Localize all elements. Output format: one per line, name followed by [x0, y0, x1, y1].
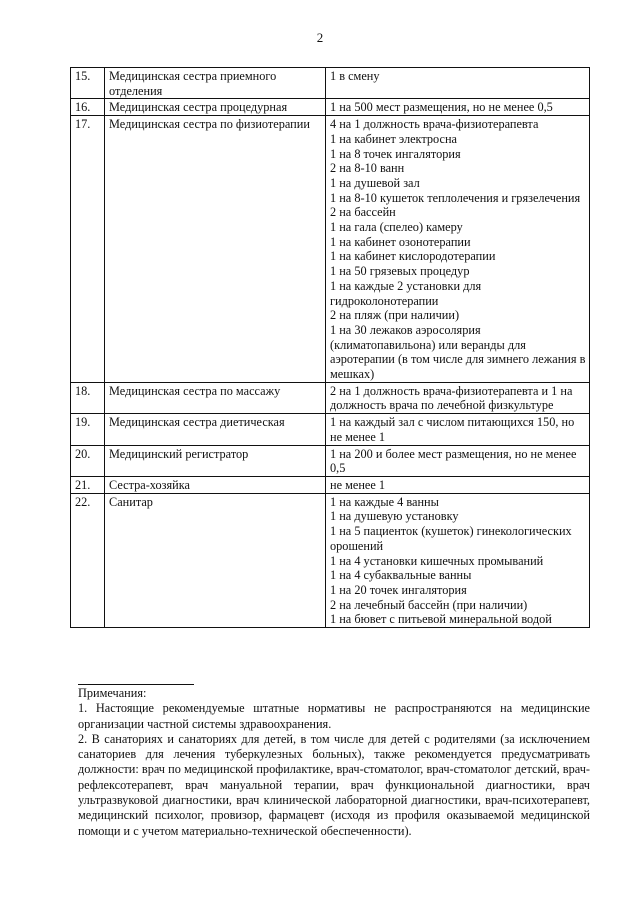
staffing-norm-line: 1 на 50 грязевых процедур: [330, 264, 470, 279]
footnote-divider: [78, 684, 194, 685]
staffing-norm-line: 1 на каждые 2 установки для гидроколонотерапии: [330, 278, 482, 308]
row-number: 18.: [71, 382, 105, 413]
position-name: Медицинская сестра диетическая: [105, 414, 326, 445]
row-number: 16.: [71, 99, 105, 116]
staffing-norm-line: 1 на кабинет кислородотерапии: [330, 249, 496, 264]
staffing-norm-line: 1 на каждые 4 ванны: [330, 494, 439, 509]
staffing-norm-line: 1 на 4 установки кишечных промываний: [330, 553, 544, 568]
staffing-norm-line: 1 на 30 лежаков аэросолярия (климатопавильона) или веранды для аэротерапии (в том числе для зимнего лежания в мешках): [330, 322, 586, 382]
row-number: 21.: [71, 476, 105, 493]
position-name: Медицинская сестра приемного отделения: [105, 68, 326, 99]
staffing-norm-line: 2 на 8-10 ванн: [330, 161, 405, 176]
notes-title: Примечания:: [78, 686, 147, 700]
page-number: 2: [316, 30, 324, 45]
position-name: Сестра-хозяйка: [105, 476, 326, 493]
staffing-norm-line: 1 на 500 мест размещения, но не менее 0,5: [330, 100, 553, 115]
staffing-norm-line: 2 на бассейн: [330, 205, 396, 220]
note-item: 1. Настоящие рекомендуемые штатные нормативы не распространяются на медицинские организации частной системы здравоохранения.: [78, 701, 590, 731]
notes-section: [78, 686, 590, 839]
staffing-norm-cell: [326, 445, 590, 476]
staffing-norm-cell: [326, 116, 590, 383]
staffing-norm-line: 1 на гала (спелео) камеру: [330, 220, 463, 235]
row-number: 17.: [71, 116, 105, 383]
staffing-norm-line: 1 на душевой зал: [330, 175, 420, 190]
position-name: Медицинский регистратор: [105, 445, 326, 476]
staffing-norm-line: 1 на бювет с питьевой минеральной водой: [330, 612, 552, 627]
staffing-norm-line: 2 на лечебный бассейн (при наличии): [330, 597, 528, 612]
staffing-norm-cell: [326, 99, 590, 116]
staffing-norm-line: 2 на 1 должность врача-физиотерапевта и 1 на должность врача по лечебной физкультуре: [330, 383, 573, 413]
staffing-norm-cell: [326, 493, 590, 627]
staffing-norm-line: 1 на 8 точек ингалятория: [330, 146, 461, 161]
table-row: [71, 414, 590, 445]
staffing-table-body: [71, 68, 590, 628]
table-row: [71, 493, 590, 627]
position-name: Медицинская сестра по физиотерапии: [105, 116, 326, 383]
staffing-norm-cell: [326, 68, 590, 99]
table-row: [71, 382, 590, 413]
position-name: Санитар: [105, 493, 326, 627]
staffing-norm-line: 2 на пляж (при наличии): [330, 308, 460, 323]
table-row: [71, 99, 590, 116]
table-row: [71, 445, 590, 476]
table-row: [71, 68, 590, 99]
staffing-table: [70, 67, 590, 628]
position-name: Медицинская сестра по массажу: [105, 382, 326, 413]
row-number: 20.: [71, 445, 105, 476]
staffing-norm-line: 1 на 4 субаквальные ванны: [330, 568, 472, 583]
note-item: 2. В санаториях и санаториях для детей, в том числе для детей с родителями (за исключением санаториев для лечения туберкулезных больных), также рекомендуется предусматривать должности: врач по медицинской профилактике, врач-стоматолог, врач-стоматолог детский, врач-рефлексотерапевт, врач мануальной терапии, врач функциональной диагностики, врач ультразвуковой диагностики, врач клинической лабораторной диагностики, врач-психотерапевт, медицинский психолог, провизор, фармацевт (исходя из профиля оказываемой медицинской помощи и с учетом материально-технической обеспеченности).: [78, 731, 590, 838]
staffing-norm-line: 1 на душевую установку: [330, 509, 459, 524]
staffing-norm-line: 4 на 1 должность врача-физиотерапевта: [330, 117, 539, 132]
staffing-norm-cell: [326, 476, 590, 493]
staffing-norm-cell: [326, 382, 590, 413]
table-row: [71, 476, 590, 493]
staffing-norm-line: 1 на кабинет электросна: [330, 131, 457, 146]
staffing-norm-line: 1 на 200 и более мест размещения, но не менее 0,5: [330, 446, 577, 476]
row-number: 19.: [71, 414, 105, 445]
row-number: 15.: [71, 68, 105, 99]
staffing-norm-line: 1 на 5 пациенток (кушеток) гинекологических орошений: [330, 524, 572, 553]
staffing-norm-line: 1 на кабинет озонотерапии: [330, 234, 471, 249]
staffing-norm-line: 1 на 8-10 кушеток теплолечения и грязелечения: [330, 190, 581, 205]
row-number: 22.: [71, 493, 105, 627]
staffing-norm-cell: [326, 414, 590, 445]
staffing-norm-line: 1 на каждый зал с числом питающихся 150, но не менее 1: [330, 415, 575, 444]
staffing-norm-line: 1 в смену: [330, 69, 380, 83]
staffing-norm-line: не менее 1: [330, 477, 386, 492]
position-name: Медицинская сестра процедурная: [105, 99, 326, 116]
staffing-norm-line: 1 на 20 точек ингалятория: [330, 582, 467, 597]
table-row: [71, 116, 590, 383]
